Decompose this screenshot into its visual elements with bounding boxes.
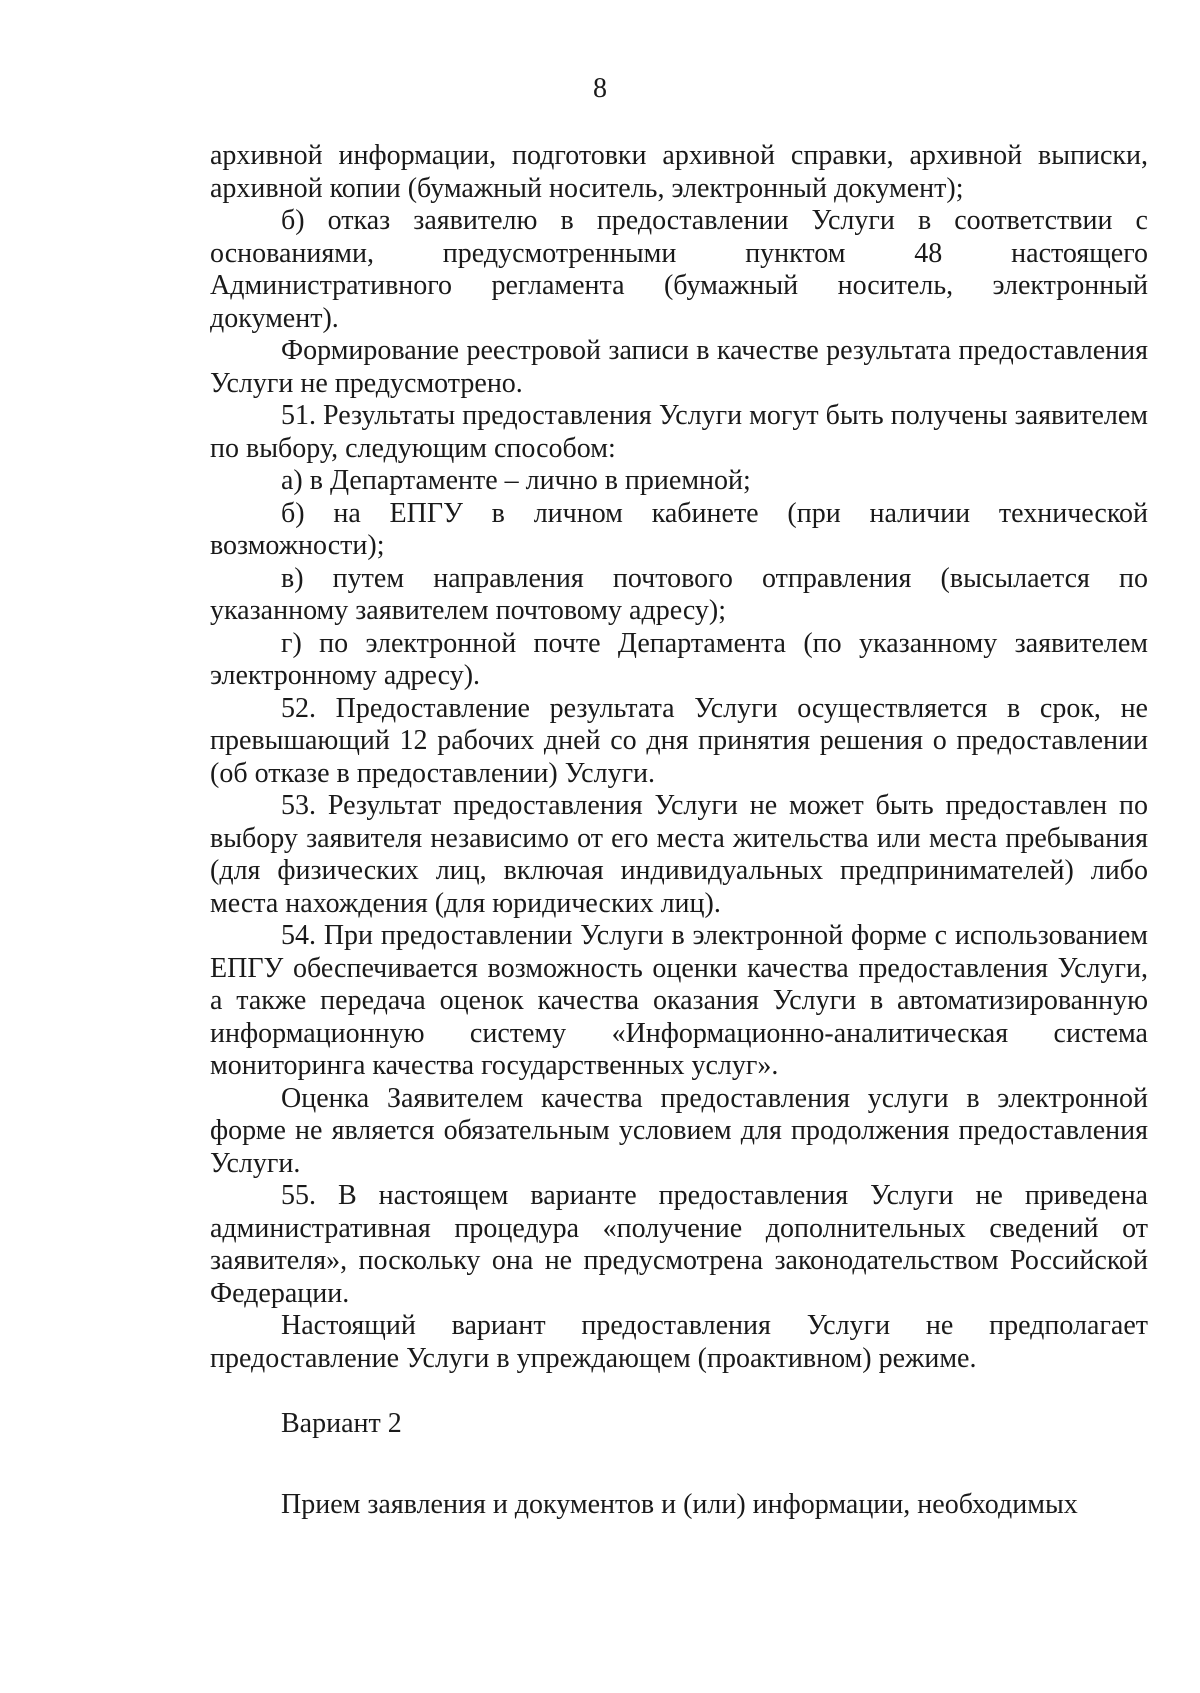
list-item-b: б) на ЕПГУ в личном кабинете (при наличии технической возможности); bbox=[210, 497, 1148, 561]
document-body bbox=[210, 140, 1148, 1521]
paragraph-52: 52. Предоставление результата Услуги осуществляется в срок, не превышающий 12 рабочих дней со дня принятия решения о предоставлении (об отказе в предоставлении) Услуги. bbox=[210, 692, 1148, 789]
paragraph-registry-record: Формирование реестровой записи в качестве результата предоставления Услуги не предусмотрено. bbox=[210, 335, 1148, 399]
paragraph-51: 51. Результаты предоставления Услуги могут быть получены заявителем по выбору, следующим способом: bbox=[210, 400, 1148, 464]
paragraph-54: 54. При предоставлении Услуги в электронной форме с использованием ЕПГУ обеспечивается возможность оценки качества предоставления Услуги, а также передача оценок качества оказания Услуги в автоматизированную информационную систему «Информационно-аналитическая система мониторинга качества государственных услуг». bbox=[210, 920, 1148, 1081]
variant-heading: Вариант 2 bbox=[281, 1408, 402, 1439]
paragraph-proactive-mode: Настоящий вариант предоставления Услуги не предполагает предоставление Услуги в упреждающем (проактивном) режиме. bbox=[210, 1310, 1148, 1374]
page-number: 8 bbox=[593, 73, 607, 104]
paragraph-55: 55. В настоящем варианте предоставления Услуги не приведена административная процедура «получение дополнительных сведений от заявителя», поскольку она не предусмотрена законодательством Российской Федерации. bbox=[210, 1180, 1148, 1309]
list-item-v: в) путем направления почтового отправления (высылается по указанному заявителем почтовому адресу); bbox=[210, 562, 1148, 626]
paragraph-quality-assessment: Оценка Заявителем качества предоставления услуги в электронной форме не является обязательным условием для продолжения предоставления Услуги. bbox=[210, 1082, 1148, 1179]
paragraph-refusal: б) отказ заявителю в предоставлении Услуги в соответствии с основаниями, предусмотренными пунктом 48 настоящего Административного регламента (бумажный носитель, электронный документ). bbox=[210, 205, 1148, 334]
list-item-g: г) по электронной почте Департамента (по указанному заявителем электронному адресу). bbox=[210, 627, 1148, 691]
list-item-a: а) в Департаменте – лично в приемной; bbox=[281, 465, 751, 496]
paragraph-continuation: архивной информации, подготовки архивной справки, архивной выписки, архивной копии (бумажный носитель, электронный документ); bbox=[210, 140, 1148, 204]
section-subheading: Прием заявления и документов и (или) информации, необходимых bbox=[281, 1488, 1078, 1520]
paragraph-53: 53. Результат предоставления Услуги не может быть предоставлен по выбору заявителя независимо от его места жительства или места пребывания (для физических лиц, включая индивидуальных предпринимателей) либо места нахождения (для юридических лиц). bbox=[210, 790, 1148, 919]
